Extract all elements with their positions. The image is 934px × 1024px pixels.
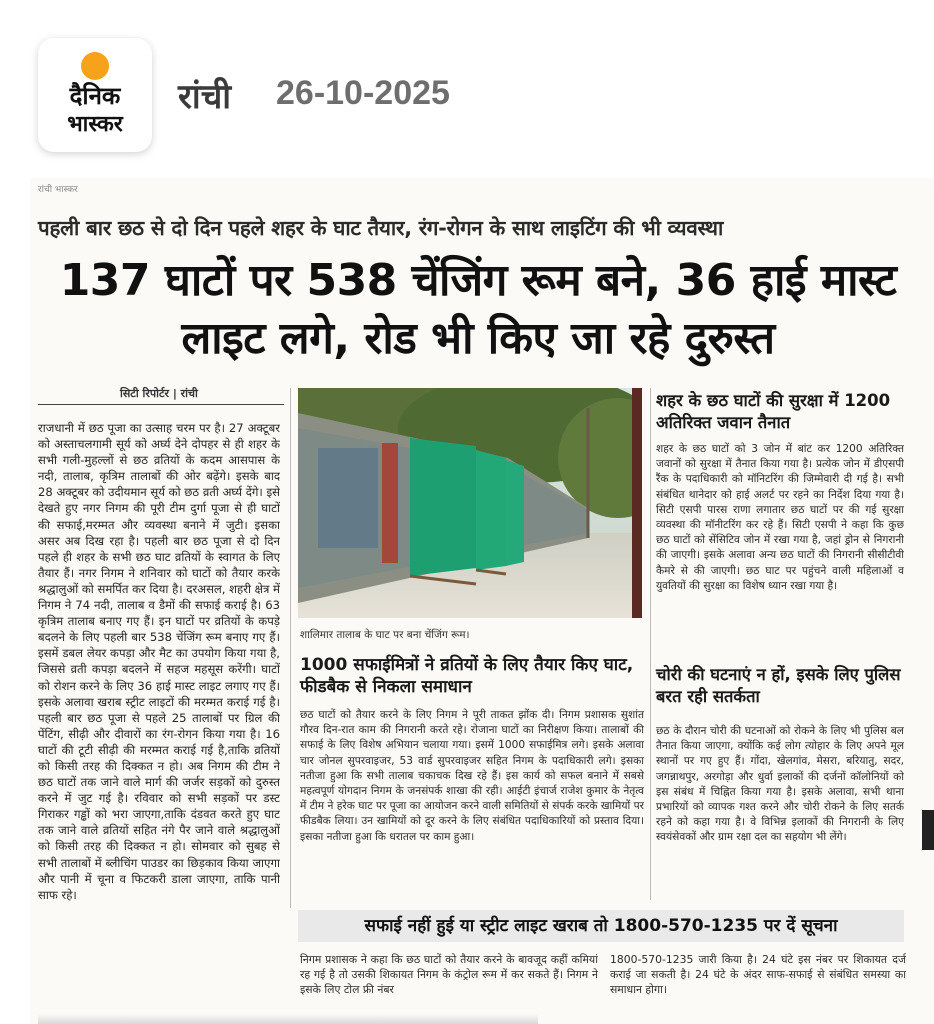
ghat-photo (298, 388, 642, 618)
story4-heading: चोरी की घटनाएं न हों, इसके लिए पुलिस बरत रही सतर्कता (656, 665, 901, 706)
complaint-banner: सफाई नहीं हुई या स्ट्रीट लाइट खराब तो 1800-570-1235 पर दें सूचना (364, 916, 838, 936)
dainik-bhaskar-logo[interactable] (38, 38, 152, 152)
column-divider (650, 388, 651, 900)
edition-city[interactable]: रांची (178, 77, 232, 117)
photo-caption: शालिमार तालाब के घाट पर बना चेंजिंग रूम। (300, 629, 470, 641)
banner-text-right: 1800-570-1235 जारी किया है। 24 घंटे इस नंबर पर शिकायत दर्ज कराई जा सकती है। 24 घंटे के अंदर साफ-सफाई से संबंधित समस्या का समाधान होगा। (610, 953, 906, 996)
story2-text: छठ घाटों को तैयार करने के लिए निगम ने पूरी ताकत झोंक दी। निगम प्रशासक सुशांत गौरव दिन-रात काम की निगरानी करते रहे। रोजाना घाटों का निरीक्षण किया। तालाबों की सफाई के लिए विशेष अभियान चलाया गया। इसमें 1000 सफाईमित्र लगे। इसके अलावा चार जोनल सुपरवाइजर, 53 वार्ड सुपरवाइजर सहित निगम के पदाधिकारी लगे। इसका नतीजा हुआ कि सभी तालाब चकाचक दिख रहे हैं। इस कार्य को सफल बनाने में सबसे महत्वपूर्ण योगदान निगम के जनसंपर्क शाखा की रही। आईटी इंचार्ज राजेश कुमार के नेतृत्व में टीम ने हरेक घाट पर पूजा का आयोजन करने वाली समितियों से संपर्क करके खामियों पर फीडबैक लिया। उन खामियों को दूर करने के लिए संबंधित पदाधिकारियों को प्रस्ताव दिया। इसका नतीजा हुआ कि धरातल पर काम हुआ। (300, 709, 644, 843)
column-divider (290, 388, 291, 908)
banner-text-left: निगम प्रशासक ने कहा कि छठ घाटों को तैयार करने के बावजूद कहीं कमियां रह गई है तो उसकी शिकायत निगम के कंट्रोल रूम में कर सकते हैं। निगम ने इसके लिए टोल फ्री नंबर (300, 953, 598, 996)
cut-off-text: रांची भास्कर (38, 185, 78, 192)
story2-heading: 1000 सफाईमित्रों ने व्रतियों के लिए तैयार किए घाट, फीडबैक से निकला समाधान (300, 655, 634, 697)
story4-text: छठ के दौरान चोरी की घटनाओं को रोकने के लिए भी पुलिस बल तैनात किया जाएगा, क्योंकि कई लोग त्योहार के लिए अपने मूल स्थानों पर गए हुए हैं। गोंदा, खेलगांव, मेसरा, बरियातु, सदर, जगन्नाथपुर, अरगोड़ा और धुर्वा इलाकों की दर्जनों कॉलोनियों को इस संबंध में चिह्नित किया गया है। इसके अलावा, सभी थाना प्रभारियों को व्यापक गश्त करने और चोरी रोकने के लिए सतर्क रहने को कहा गया है। वे विभिन्न इलाकों की निगरानी के लिए स्वयंसेवकों और ग्राम रक्षा दल का सहयोग भी लेंगे। (656, 725, 904, 844)
article-kicker: पहली बार छठ से दो दिन पहले शहर के घाट तैयार, रंग-रोगन के साथ लाइटिंग की भी व्यवस्था (38, 216, 724, 240)
article-headline: 137 घाटों पर 538 चेंजिंग रूम बने, 36 हाई मास्ट लाइट लगे, रोड भी किए जा रहे दुरुस्त (59, 255, 897, 364)
divider (38, 404, 284, 405)
story3-text: शहर के छठ घाटों को 3 जोन में बांट कर 1200 अतिरिक्त जवानों को सुरक्षा में तैनात किया गया है। प्रत्येक जोन में डीएसपी रैंक के पदाधिकारी को मॉनिटरिंग की जिम्मेवारी दी गई है। सभी संबंधित थानेदार को हाई अलर्ट पर रहने का निर्देश दिया गया है। सिटी एसपी पारस राणा लगातार छठ घाटों पर की गई सुरक्षा व्यवस्था की मॉनीटरिंग कर रहे हैं। सिटी एसपी ने कहा कि कुछ छठ घाटों को सेंसिटिव जोन में रखा गया है, जहां ड्रोन से निगरानी की जाएगी। इसके अलावा अन्य छठ घाटों की निगरानी सीसीटीवी कैमरे से की जाएगी। छठ घाट पर पहुंचने वाली महिलाओं व युवतियों की सुरक्षा का विशेष ध्यान रखा गया है। (656, 443, 904, 592)
story3-heading: शहर के छठ घाटों की सुरक्षा में 1200 अतिरिक्त जवान तैनात (656, 391, 891, 432)
main-story-text: राजधानी में छठ पूजा का उत्साह चरम पर है। 27 अक्टूबर को अस्ताचलगामी सूर्य को अर्घ्य देने दोपहर से ही शहर के सभी गली-मुहल्लों से छठ व्रतियों के कदम आसपास के नदी, तालाब, कृत्रिम तालाबों की ओर बढ़ेंगे। इसके बाद 28 अक्टूबर को उदीयमान सूर्य को छठ व्रती अर्घ्य देंगे। इसे देखते हुए नगर निगम की पूरी टीम दुर्गा पूजा से ही घाटों की सफाई,मरम्मत और व्यवस्था बनाने में जुटी। इसका असर अब दिख रहा है। पहली बार छठ पूजा से दो दिन पहले ही शहर के सभी छठ घाट व्रतियों के स्वागत के लिए तैयार हैं। नगर निगम ने शनिवार को घाटों को तैयार करके श्रद्धालुओं को समर्पित कर दिया है। दरअसल, शहरी क्षेत्र में निगम ने 74 नदी, तालाब व डैमों की सफाई कराई है। 63 कृत्रिम तालाब बनाए गए हैं। इन घाटों पर व्रतियों के कपड़े बदलने के लिए पहली बार 538 चेंजिंग रूम बनाए गए हैं। इसमें डबल लेयर कपड़ा और मैट का उपयोग किया गया है, जिससे व्रती कपड़ा बदलने में सहज महसूस करेंगी। घाटों को रोशन करने के लिए 36 हाई मास्ट लाइट लगाए गए हैं। इसके अलावा खराब स्ट्रीट लाइटों की मरम्मत कराई गई है। पहली बार छठ पूजा से पहले 25 तालाबों पर ग्रिल की पेंटिंग, सीढ़ी और दीवारों का रंग-रोगन किया गया है। 16 घाटों की टूटी सीढ़ी की मरम्मत कराई गई है,ताकि व्रतियों को किसी तरह की दिक्कत न हो। अब निगम की टीम ने छठ घाटों तक जाने वाले मार्ग की जर्जर सड़कों को दुरुस्त करने में जुट गई है। रविवार को सभी सड़कों पर डस्ट गिराकर गड्ढों को भरा जाएगा,ताकि दंडवत करते हुए घाट तक जाने वाले व्रतियों सहित नंगे पैर जाने वाले श्रद्धालुओं को किसी तरह की दिक्कत न हो। सोमवार को सुबह से सभी तालाबों में ब्लीचिंग पाउडर का छिड़काव किया जाएगा और पानी में चूना व फिटकरी डाला जाएगा, ताकि पानी साफ रहे। (38, 421, 280, 902)
changing-room-photo-illustration (298, 388, 642, 618)
sun-icon (81, 52, 109, 80)
app-header (0, 0, 934, 190)
edition-date[interactable]: 26-10-2025 (276, 74, 450, 112)
next-article-cutoff (38, 1014, 538, 1024)
byline: सिटी रिपोर्टर | रांची (120, 387, 198, 400)
logo-text-line2: भास्कर (67, 112, 123, 137)
page-edge-marker (922, 810, 934, 850)
logo-text-line1: दैनिक (69, 82, 121, 110)
